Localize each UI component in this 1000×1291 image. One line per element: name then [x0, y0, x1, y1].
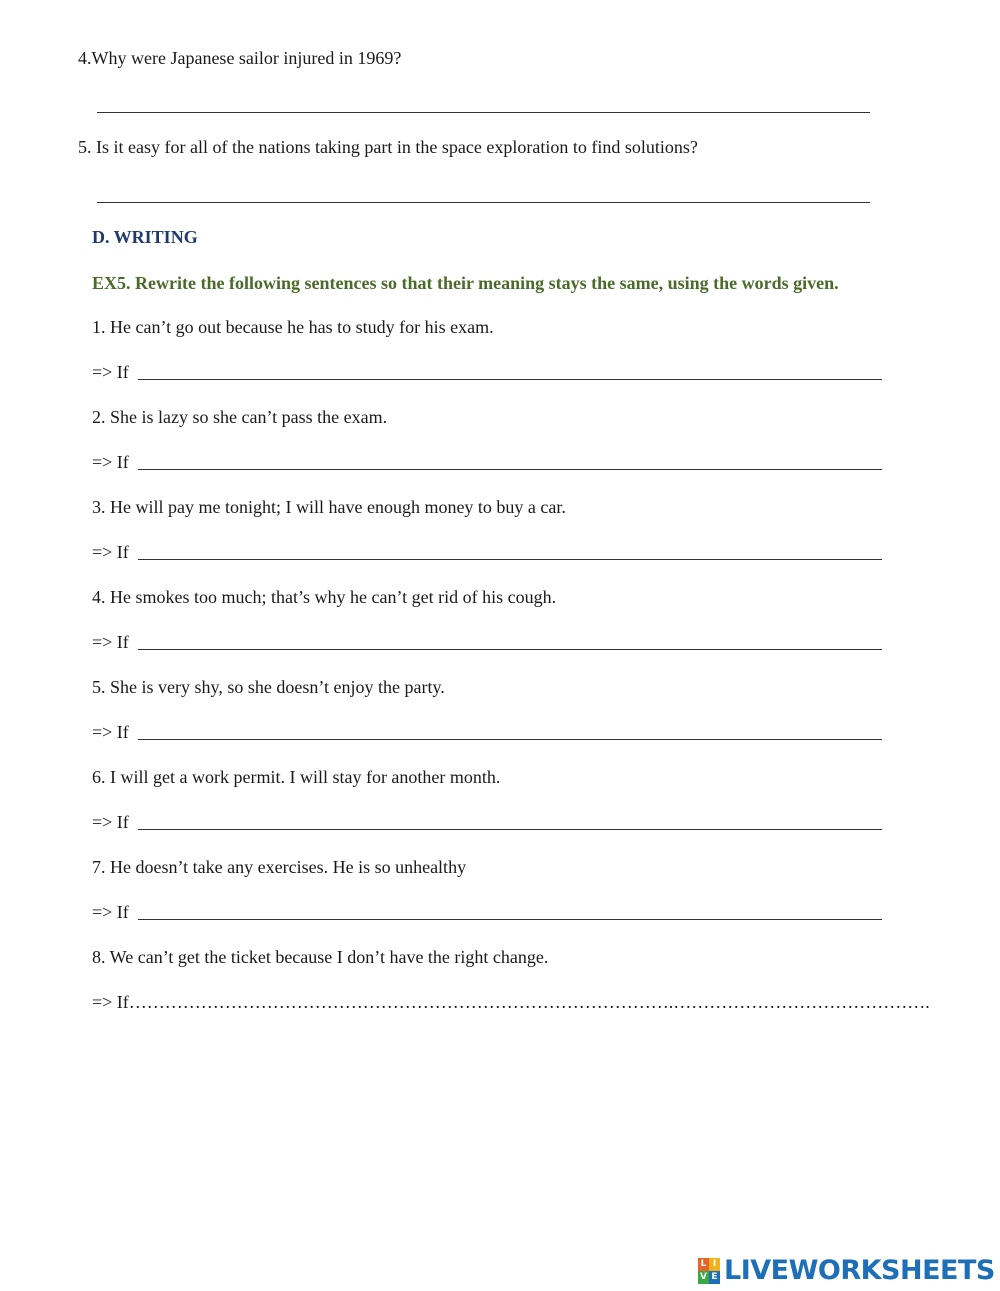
sentence-1: 1. He can’t go out because he has to study for his exam.: [92, 317, 494, 337]
answer-blank-3[interactable]: [138, 559, 882, 560]
sentence-4: 4. He smokes too much; that’s why he can’t get rid of his cough.: [92, 587, 557, 607]
answer-row-6: [92, 811, 129, 833]
answer-row-1: [92, 361, 129, 383]
answer-blank-7[interactable]: [138, 919, 882, 920]
logo-mark-icon: [698, 1258, 720, 1284]
question-5: 5. Is it easy for all of the nations taking part in the space exploration to find solutions?: [78, 137, 698, 157]
sentence-5: 5. She is very shy, so she doesn’t enjoy the party.: [92, 677, 445, 697]
answer-prompt-1: => If: [92, 362, 129, 382]
answer-line-question-5[interactable]: [97, 202, 870, 203]
logo-letter-v: V: [698, 1271, 709, 1284]
answer-blank-5[interactable]: [138, 739, 882, 740]
logo-letter-l: L: [698, 1258, 709, 1271]
answer-prompt-7: => If: [92, 902, 129, 922]
answer-blank-4[interactable]: [138, 649, 882, 650]
answer-row-2: [92, 451, 129, 473]
answer-blank-6[interactable]: [138, 829, 882, 830]
answer-row-4: [92, 631, 129, 653]
answer-dotted-line-8[interactable]: => If……………………………………………………………………………….…………………………………….: [92, 992, 930, 1012]
answer-prompt-5: => If: [92, 722, 129, 742]
logo-text: LIVEWORKSHEETS: [724, 1255, 995, 1286]
section-title: D. WRITING: [92, 227, 198, 247]
exercise-instruction: EX5. Rewrite the following sentences so that their meaning stays the same, using the words given.: [92, 273, 839, 293]
sentence-7: 7. He doesn’t take any exercises. He is so unhealthy: [92, 857, 467, 877]
answer-prompt-4: => If: [92, 632, 129, 652]
answer-blank-2[interactable]: [138, 469, 882, 470]
question-4: 4.Why were Japanese sailor injured in 1969?: [78, 48, 402, 68]
answer-prompt-3: => If: [92, 542, 129, 562]
answer-prompt-6: => If: [92, 812, 129, 832]
logo-letter-e: E: [709, 1271, 720, 1284]
logo-letter-i: I: [709, 1258, 720, 1271]
answer-row-5: [92, 721, 129, 743]
sentence-3: 3. He will pay me tonight; I will have enough money to buy a car.: [92, 497, 566, 517]
sentence-2: 2. She is lazy so she can’t pass the exam.: [92, 407, 388, 427]
answer-row-3: [92, 541, 129, 563]
sentence-8: 8. We can’t get the ticket because I don’t have the right change.: [92, 947, 549, 967]
answer-blank-1[interactable]: [138, 379, 882, 380]
liveworksheets-logo: [698, 1256, 995, 1286]
sentence-6: 6. I will get a work permit. I will stay for another month.: [92, 767, 501, 787]
answer-line-question-4[interactable]: [97, 112, 870, 113]
answer-prompt-2: => If: [92, 452, 129, 472]
answer-row-7: [92, 901, 129, 923]
